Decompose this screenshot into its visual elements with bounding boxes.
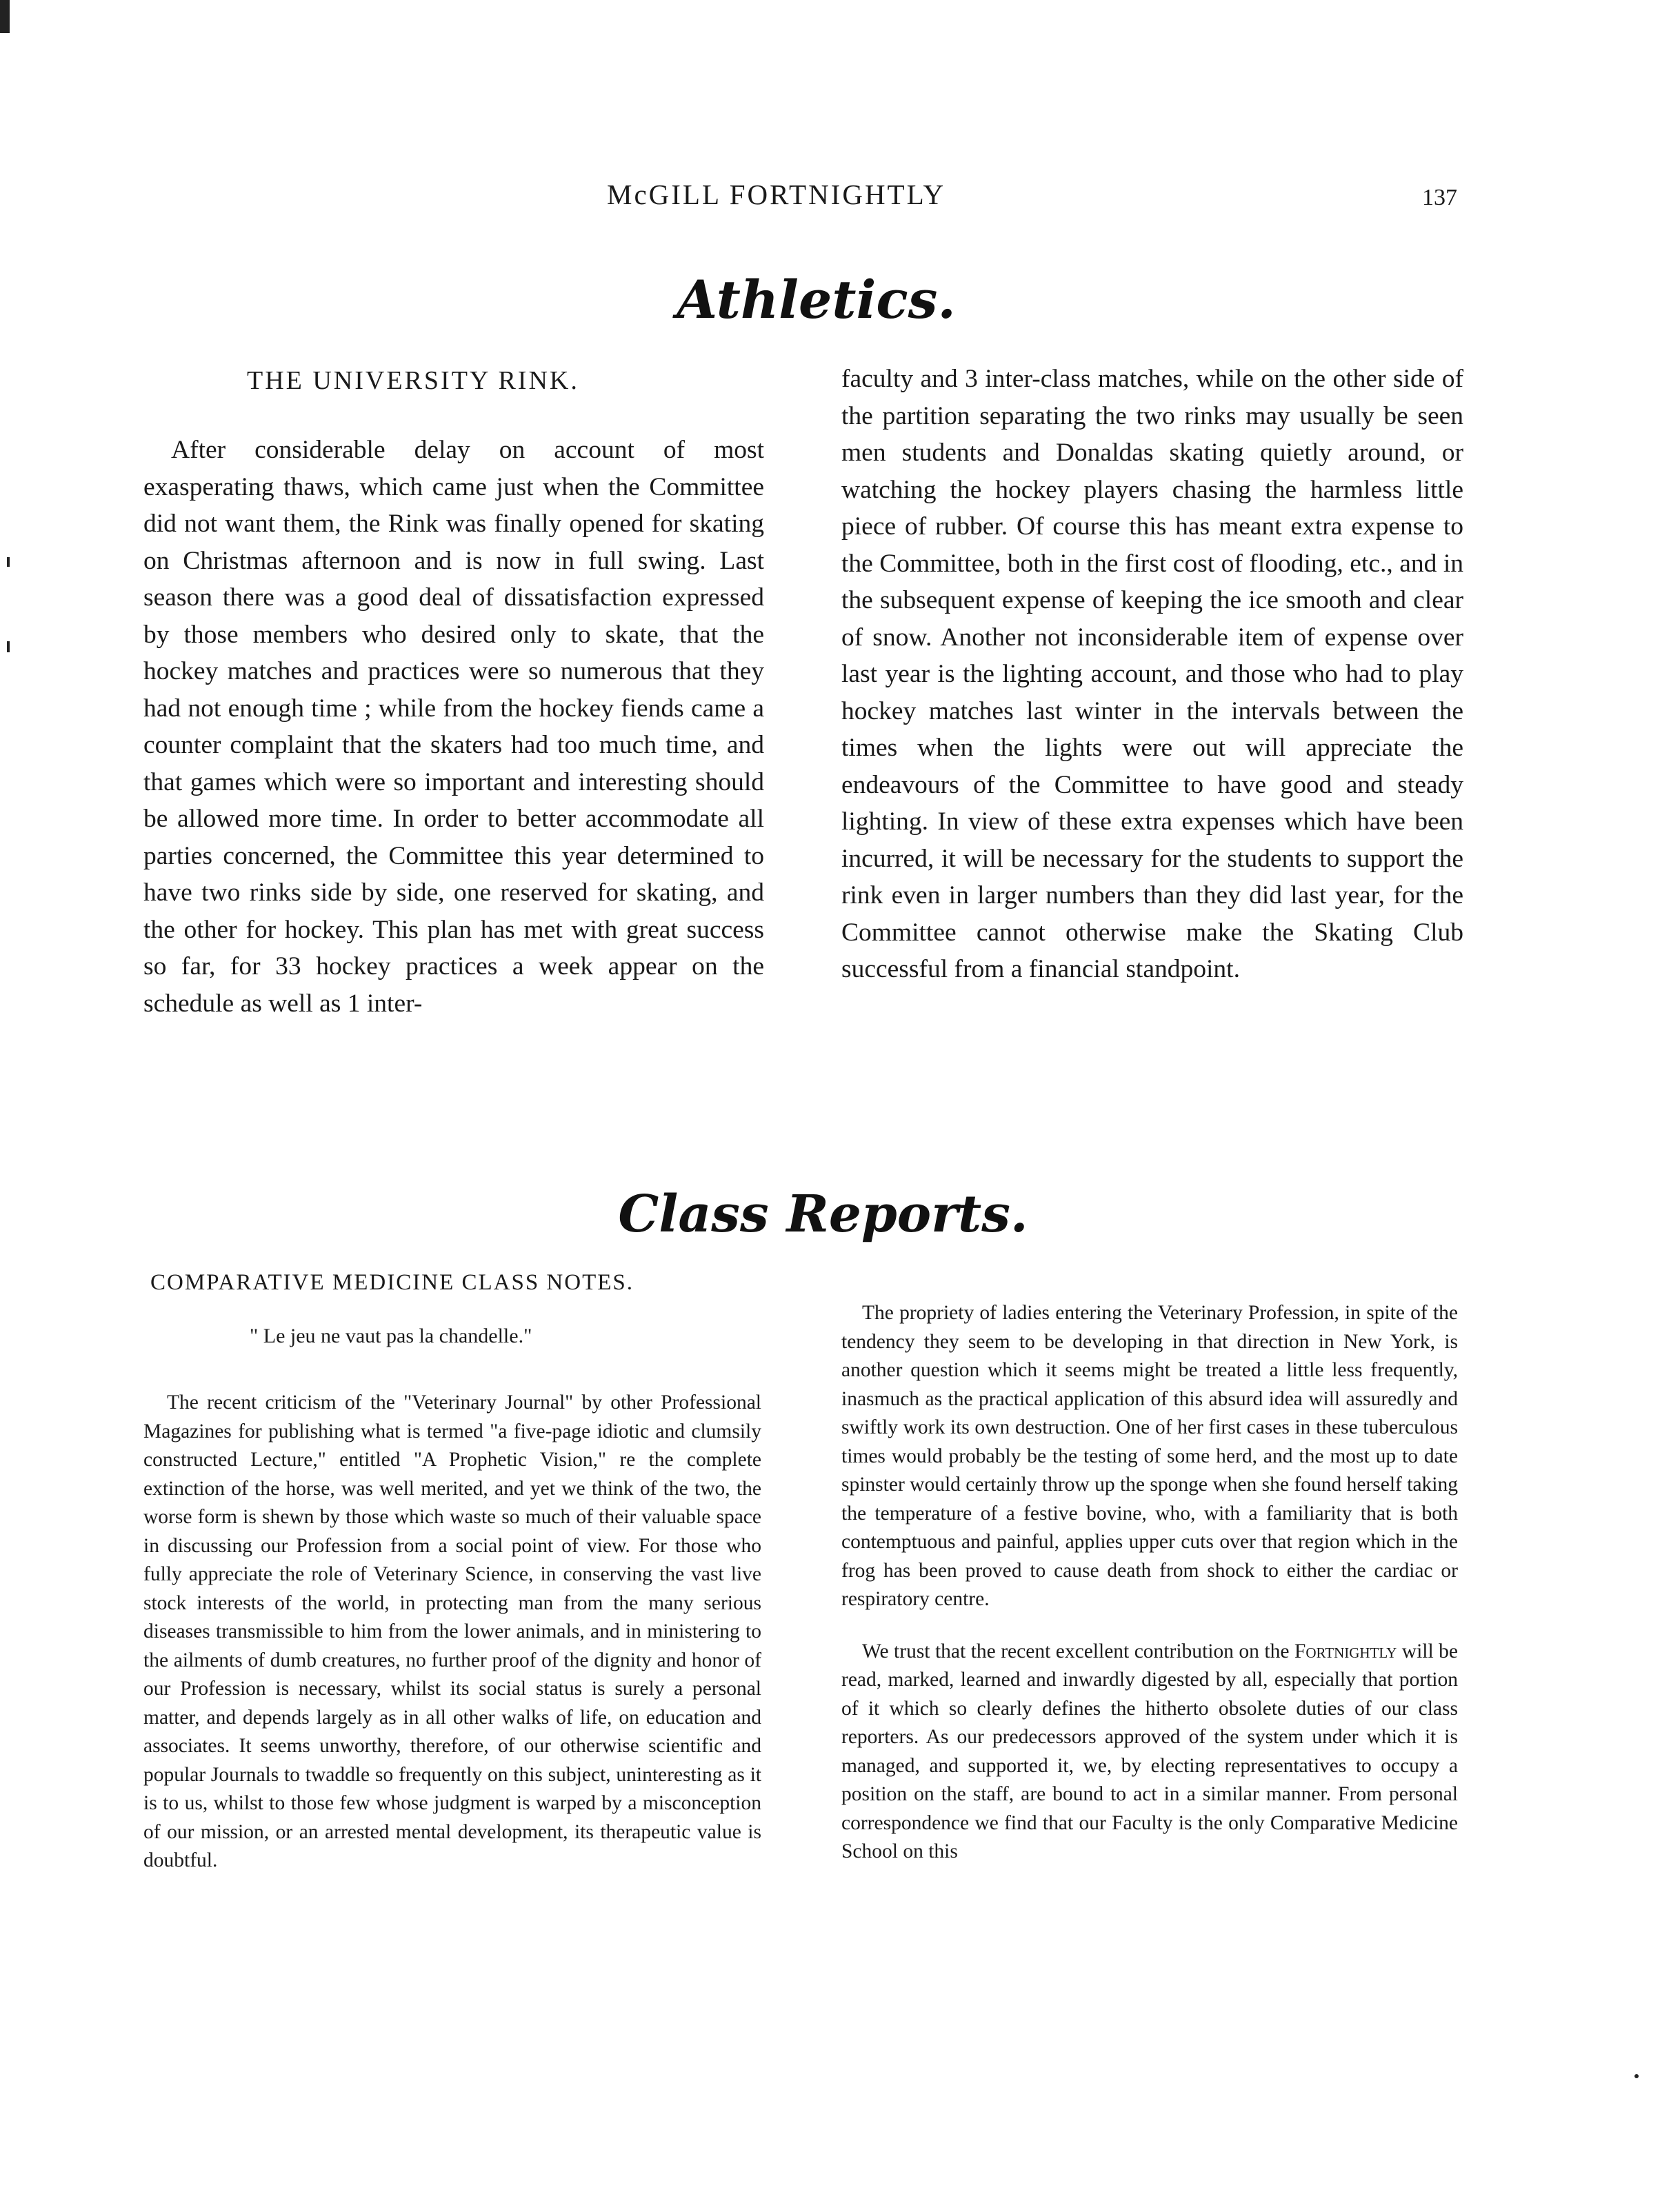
notes-column-right: [841, 1299, 1458, 1867]
notes-paragraph: The propriety of ladies entering the Veterinary Profession, in spite of the tendency they seem to be developing in that direction in New York, is another question which it seems might be treated a little less frequently, inasmuch as the practical application of this absurd idea will assuredly and swiftly work its own destruction. One of her first cases in these tuberculous times would probably be the testing of some herd, and the most up to date spinster would certainly throw up the sponge when she found herself taking the temperature of a festive bovine, who, with a familiarity that is both contemptuous and painful, applies upper cuts over that region which in the frog has been proved to cause death from shock to either the cardiac or respiratory centre.: [841, 1302, 1458, 1610]
journal-name-reference: Fortnightly: [1294, 1640, 1397, 1662]
article-title-university-rink: THE UNIVERSITY RINK.: [247, 366, 579, 395]
scan-artifact-mark: [7, 557, 10, 567]
notes-text: We trust that the recent excellent contribution on the: [862, 1640, 1294, 1662]
scan-artifact-mark: [0, 0, 10, 33]
article-column-left: [143, 432, 764, 1022]
article-paragraph: After considerable delay on account of most exasperating thaws, which came just when the Committee did not want them, the Rink was finally opened for skating on Christmas afternoon and is now in full swing. Last season there was a good deal of dissatisfaction expressed by those members who desired only to skate, that the hockey matches and practices were so numerous that they had not enough time ; while from the hockey fiends came a counter complaint that the skaters had too much time, and that games which were so important and interesting should be allowed more time. In order to better accommodate all parties concerned, the Committee this year determined to have two rinks side by side, one reserved for skating, and the other for hockey. This plan has met with great success so far, for 33 hockey practices a week appear on the schedule as well as 1 inter-: [143, 436, 764, 1018]
article-column-right: [841, 361, 1463, 988]
page-number: 137: [1422, 185, 1457, 210]
article-title-class-notes: COMPARATIVE MEDICINE CLASS NOTES.: [150, 1270, 634, 1295]
section-title-athletics: Athletics.: [677, 269, 956, 330]
scan-artifact-mark: [7, 641, 10, 652]
scan-artifact-dot: [1634, 2074, 1639, 2078]
running-header: [0, 178, 1660, 219]
journal-title: McGILL FORTNIGHTLY: [607, 179, 946, 210]
notes-text: will be read, marked, learned and inwardly digested by all, especially that portion of it which so clearly defines the hitherto obsolete duties of our class reporters. As our predecessors approved of the system under which it is managed, and supported it, we, by electing representatives to occupy a position on the staff, are bound to act in a similar manner. From personal correspondence we find that our Faculty is the only Comparative Medicine School on this: [841, 1640, 1458, 1862]
article-motto: " Le jeu ne vaut pas la chandelle.": [250, 1325, 532, 1347]
notes-column-left: [143, 1389, 761, 1876]
notes-paragraph: The recent criticism of the "Veterinary Journal" by other Professional Magazines for publishing what is termed "a five-page idiotic and clumsily constructed Lecture," entitled "A Prophetic Vision," re the complete extinction of the horse, was well merited, and yet we think of the two, the worse form is shewn by those which waste so much of their valuable space in discussing our Profession from a social point of view. For those who fully appreciate the role of Veterinary Science, in conserving the vast live stock interests of the world, in protecting man from the many serious diseases transmissible to him from the lower animals, and in ministering to the ailments of dumb creatures, no further proof of the dignity and honor of our Profession is necessary, whilst its social status is surely a personal matter, and depends largely as in all other walks of life, on education and associates. It seems unworthy, therefore, of our otherwise scientific and popular Journals to twaddle so frequently on this subject, uninteresting as it is to us, whilst to those few whose judgment is warped by a misconception of our mission, or an arrested mental development, its therapeutic value is doubtful.: [143, 1391, 761, 1871]
section-title-class-reports: Class Reports.: [618, 1185, 1028, 1244]
notes-paragraph: [841, 1638, 1458, 1867]
article-paragraph: faculty and 3 inter-class matches, while on the other side of the partition separating the two rinks may usually be seen men students and Donaldas skating quietly around, or watching the hockey players chasing the harmless little piece of rubber. Of course this has meant extra expense to the Committee, both in the first cost of flooding, etc., and in the subsequent expense of keeping the ice smooth and clear of snow. Another not inconsiderable item of expense over last year is the lighting account, and those who had to play hockey matches last winter in the intervals between the times when the lights were out will appreciate the endeavours of the Committee to have good and steady lighting. In view of these extra expenses which have been incurred, it will be necessary for the students to support the rink even in larger numbers than they did last year, for the Committee cannot otherwise make the Skating Club successful from a financial standpoint.: [841, 365, 1463, 983]
